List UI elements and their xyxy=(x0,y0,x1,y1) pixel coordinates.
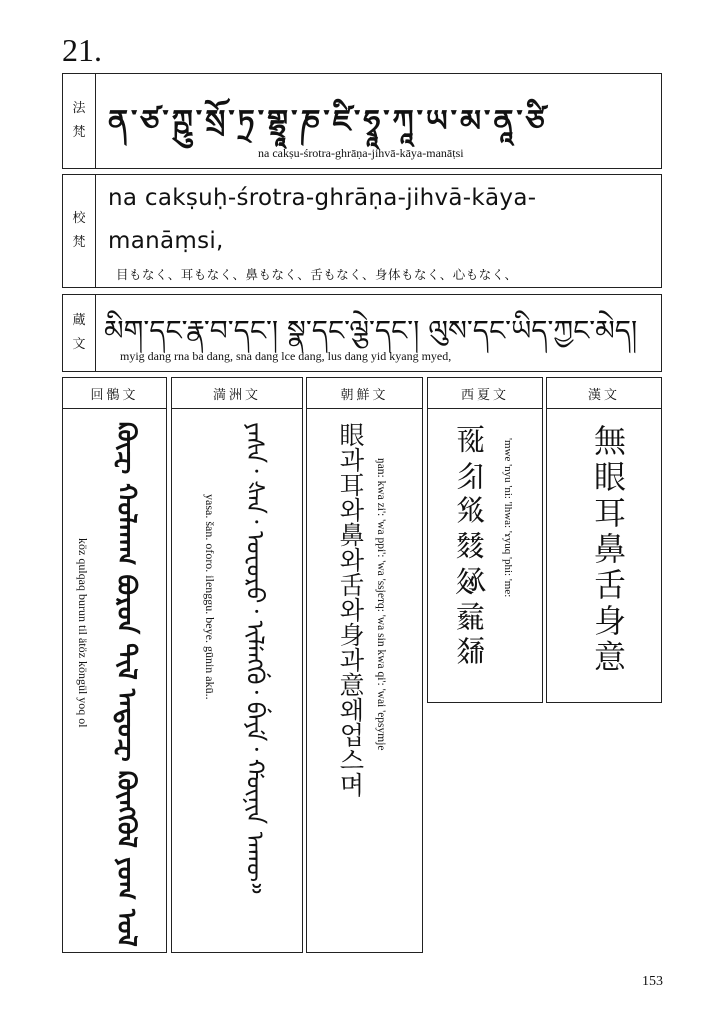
tangut-column xyxy=(427,377,543,703)
page-number: 153 xyxy=(642,974,663,989)
korean-transliteration: ŋan: kwa zi': 'wa ppi': 'wa 'ssjeтq: 'wa sin kwa qi': 'wai 'epsymje xyxy=(375,458,387,751)
chinese-column xyxy=(546,377,662,703)
column-header: 回鶻文 xyxy=(63,378,166,409)
row-label xyxy=(63,175,96,287)
sanskrit-transliteration: na cakṣu-śrotra-ghrāṇa-jihvā-kāya-manāṭsi xyxy=(258,146,464,160)
japanese-translation: 目もなく、耳もなく、鼻もなく、舌もなく、身体もなく、心もなく、 xyxy=(116,267,518,282)
label-char: 校 xyxy=(72,211,86,226)
tibetan-row xyxy=(62,294,662,372)
sanskrit-script-row xyxy=(62,73,662,169)
label-char: 文 xyxy=(72,337,86,352)
uyghur-transliteration: köz qulqaq burun til ätöz köngül yoq ol xyxy=(76,538,90,728)
label-char: 梵 xyxy=(72,125,86,140)
entry-number: 21. xyxy=(62,32,102,68)
label-char: 蔵 xyxy=(72,313,86,328)
row-label xyxy=(63,74,96,168)
column-header: 朝鮮文 xyxy=(307,378,422,409)
korean-script-text: 眼과耳와鼻와舌와身과意왜업스며 xyxy=(336,422,365,797)
chinese-script-text: 無眼耳鼻舌身意 xyxy=(589,424,627,676)
uyghur-column xyxy=(62,377,167,953)
sanskrit-edited-row xyxy=(62,174,662,288)
tangut-transliteration: 'mwe 'nyu 'ni: 'lhwa: 'ɤyuq 'phi: 'me: xyxy=(502,438,514,598)
column-header: 漢文 xyxy=(547,378,661,409)
manchu-transliteration: yasa. šan. oforo. ilenggu. beye. gūnin akū.. xyxy=(203,494,217,700)
edited-sanskrit-line-1: na cakṣuḥ-śrotra-ghrāṇa-jihvā-kāya- xyxy=(108,185,537,211)
label-char: 梵 xyxy=(72,235,86,250)
row-label xyxy=(63,295,96,371)
tangut-script-text: 𗀔𗼃𗊝𘙌𗫻𗈞𘀄 xyxy=(452,424,487,671)
label-char: 法 xyxy=(72,101,86,116)
edited-sanskrit-line-2: manāṃsi, xyxy=(108,228,224,254)
uyghur-script-text: ᠺᠥᠽ ᠬᠤᠯᠬᠠᠬ ᠪᠤᠷᠤᠨ ᠲᠢᠯ ᠠᠲᠥᠽ ᠺᠥᠩᠬᠦᠯ ᠶᠣᠬ ᠣᠯ xyxy=(111,422,141,947)
manchu-script-text: ᠶᠠᠰᠠ᠂ ᡧᠠᠨ᠂ ᠣᡶᠣᡵᠣ᠂ ᡳᠯᡝᠩᡤᡠ᠂ ᠪᡝᠶᡝ᠂ ᡤᡡᠨᡳᠨ ᠠᡴᡡ᠉ xyxy=(241,422,269,895)
korean-column xyxy=(306,377,423,953)
tibetan-transliteration: myig dang rna ba dang, sna dang lce dang, lus dang yid kyang myed, xyxy=(120,349,452,363)
column-header: 満洲文 xyxy=(172,378,302,409)
manchu-column xyxy=(171,377,303,953)
sanskrit-script-text: ན་ཙ་ཀྵུ་སྲོ་ཏྲ་གྷྲཱ་ཎ་ཛི་ཧྭཱ་ཀཱ་ཡ་མ་ནཱ་ཙི xyxy=(108,104,548,139)
tibetan-script-text: མིག་དང་རྣ་བ་དང་། སྣ་དང་ལྕེ་དང་། ལུས་དང་ཡིད་ཀྱང་མེད། xyxy=(104,314,638,347)
column-header: 西夏文 xyxy=(428,378,542,409)
